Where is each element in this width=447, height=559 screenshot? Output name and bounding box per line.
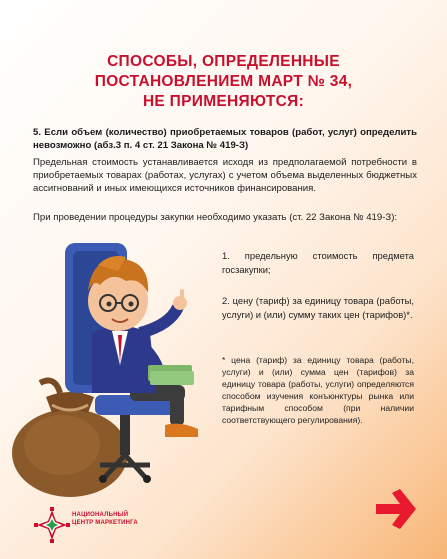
paragraph-limit-price: Предельная стоимость устанавливается исходя из предполагаемой потребности в приобретаемых товарах (работах, услугах) с учетом объема выделенных бюджетных ассигнований и иных имеющихся источников финансирования.: [33, 157, 417, 194]
logo-text: [72, 512, 162, 527]
page-title: [20, 52, 427, 112]
paragraph-procedure: При проведении процедуры закупки необходимо указать (ст. 22 Закона № 419-З):: [33, 212, 398, 223]
title-line-3: НЕ ПРИМЕНЯЮТСЯ:: [142, 93, 305, 110]
list-item: 1. предельную стоимость предмета госзакупки;: [222, 250, 414, 275]
logo-line-1: НАЦИОНАЛЬНЫЙ: [72, 512, 129, 518]
arrow-right-icon[interactable]: [370, 487, 420, 531]
section-heading-text: 5. Если объем (количество) приобретаемых товаров (работ, услуг) определить невозможно: [33, 127, 417, 151]
boy-with-money-illustration: [0, 215, 230, 500]
section-heading-ref: (абз.3 п. 4 ст. 21 Закона № 419-З): [94, 140, 249, 151]
title-line-2: ПОСТАНОВЛЕНИЕМ МАРТ № 34,: [94, 73, 353, 90]
section-heading: [33, 126, 417, 152]
logo-line-2: ЦЕНТР МАРКЕТИНГА: [72, 519, 138, 526]
footnote: * цена (тариф) за единицу товара (работы, услуги) и (или) сумма цен (тарифов) за единицу товара (работы, услуги) определяются способом изучения конъюнктуры рынка или тарифным способом (при наличии соответствующего регулирования).: [222, 355, 414, 425]
title-line-1: СПОСОБЫ, ОПРЕДЕЛЕННЫЕ: [107, 53, 340, 70]
list-item: 2. цену (тариф) за единицу товара (работы, услуги) и (или) сумму таких цен (тарифов)*.: [222, 295, 414, 320]
